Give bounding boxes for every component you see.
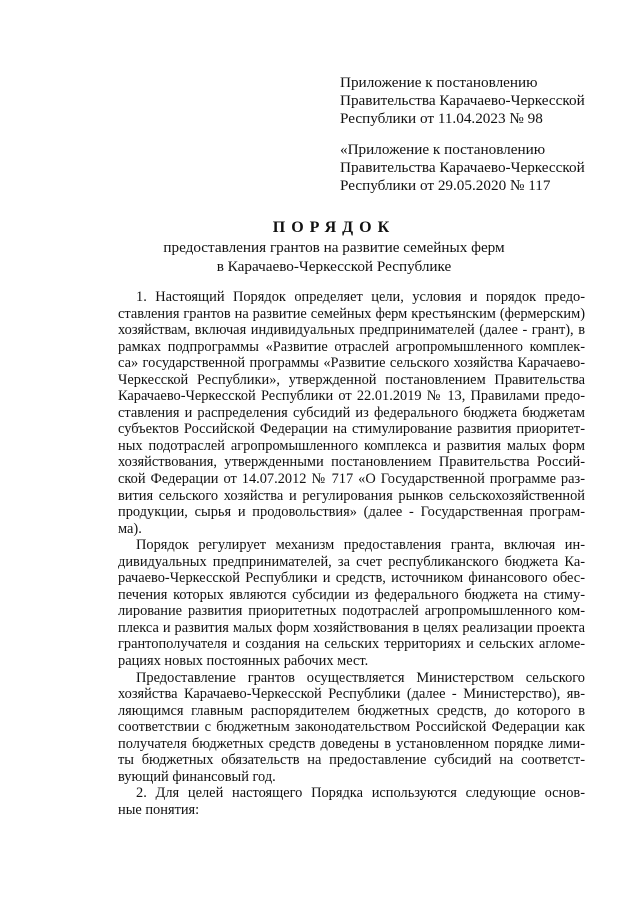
paragraph-line: хозяйства Карачаево-Черкесской Республики (далее - Министерство), яв- <box>118 686 585 703</box>
paragraph-line: Карачаево-Черкесской Республики от 22.01.2019 № 13, Правилами предо- <box>118 388 585 405</box>
paragraph-line: ма). <box>118 520 142 537</box>
paragraph-line: са» государственной программы «Развитие сельского хозяйства Карачаево- <box>118 355 585 372</box>
paragraph-line: Порядок регулирует механизм предоставления гранта, включая ин- <box>136 537 585 554</box>
paragraph-line: 1. Настоящий Порядок определяет цели, условия и порядок предо- <box>136 289 585 305</box>
paragraph-line: ных подотраслей агропромышленного комплекса и развития малых форм <box>118 437 585 454</box>
paragraph <box>118 537 585 669</box>
document-subtitle: предоставления грантов на развитие семейных ферм в Карачаево-Черкесской Республике <box>163 239 505 275</box>
paragraph-line: вующий финансовый год. <box>118 768 276 785</box>
paragraph-line: хозяйствам, включая индивидуальных предпринимателей (далее - грант), в <box>118 322 585 339</box>
paragraph-line: Предоставление грантов осуществляется Министерством сельского <box>136 669 585 686</box>
paragraph-line: Черкесской Республики», утвержденной постановлением Правительства <box>118 371 585 388</box>
paragraph-line: продукции, сырья и продовольствия» (далее - Государственная програм- <box>118 504 585 521</box>
paragraph-line: получателя бюджетных средств доведены в установленном порядке лими- <box>118 735 585 752</box>
paragraph <box>118 785 585 818</box>
paragraph-line: соответствии с бюджетным законодательством Российской Федерации как <box>118 719 585 736</box>
document-title: ПОРЯДОК <box>272 219 396 236</box>
paragraph-line: рациях новых постоянных рабочих мест. <box>118 653 369 670</box>
paragraph <box>118 670 585 786</box>
paragraph-line: ляющимся главным распорядителем бюджетных средств, до которого в <box>118 702 585 719</box>
paragraph-line: ты бюджетных обязательств на предоставление субсидий на соответст- <box>118 752 585 769</box>
document-body <box>118 289 585 819</box>
paragraph-line: ные понятия: <box>118 801 200 818</box>
paragraph-line: ставления и распределения субсидий из федерального бюджета бюджетам <box>118 404 585 421</box>
paragraph-line: ской Федерации от 14.07.2012 № 717 «О Государственной программе раз- <box>118 471 585 488</box>
paragraph-line: ставления грантов на развитие семейных ферм крестьянским (фермерским) <box>118 305 585 322</box>
paragraph-line: плекса и развития малых форм хозяйствования в целях реализации проекта <box>118 619 585 636</box>
appendix-current-note: Приложение к постановлению Правительства Карачаево-Черкесской Республики от 11.04.2023 № 98 <box>340 74 585 127</box>
paragraph-line: рамках подпрограммы «Развитие отраслей агропромышленного комплек- <box>118 338 585 355</box>
paragraph-line: дивидуальных предпринимателей, за счет республиканского бюджета Ка- <box>118 553 585 570</box>
paragraph <box>118 289 585 537</box>
paragraph-line: хозяйствования, утвержденными постановлением Правительства Россий- <box>118 454 585 471</box>
paragraph-line: 2. Для целей настоящего Порядка используются следующие основ- <box>136 785 585 802</box>
paragraph-line: субъектов Российской Федерации на стимулирование развития приоритет- <box>118 421 585 438</box>
paragraph-line: грантополучателя и создания на сельских территориях и сельских агломе- <box>118 636 585 653</box>
paragraph-line: печения которых являются субсидии из федерального бюджета на стиму- <box>118 586 585 603</box>
paragraph-line: вития сельского хозяйства и регулирования рынков сельскохозяйственной <box>118 487 585 504</box>
paragraph-line: рачаево-Черкесской Республики и средств, источником финансового обес- <box>118 570 585 587</box>
appendix-previous-note: «Приложение к постановлению Правительства Карачаево-Черкесской Республики от 29.05.2020 № 117 <box>340 141 585 194</box>
paragraph-line: лирование развития приоритетных подотраслей агропромышленного ком- <box>118 603 585 620</box>
